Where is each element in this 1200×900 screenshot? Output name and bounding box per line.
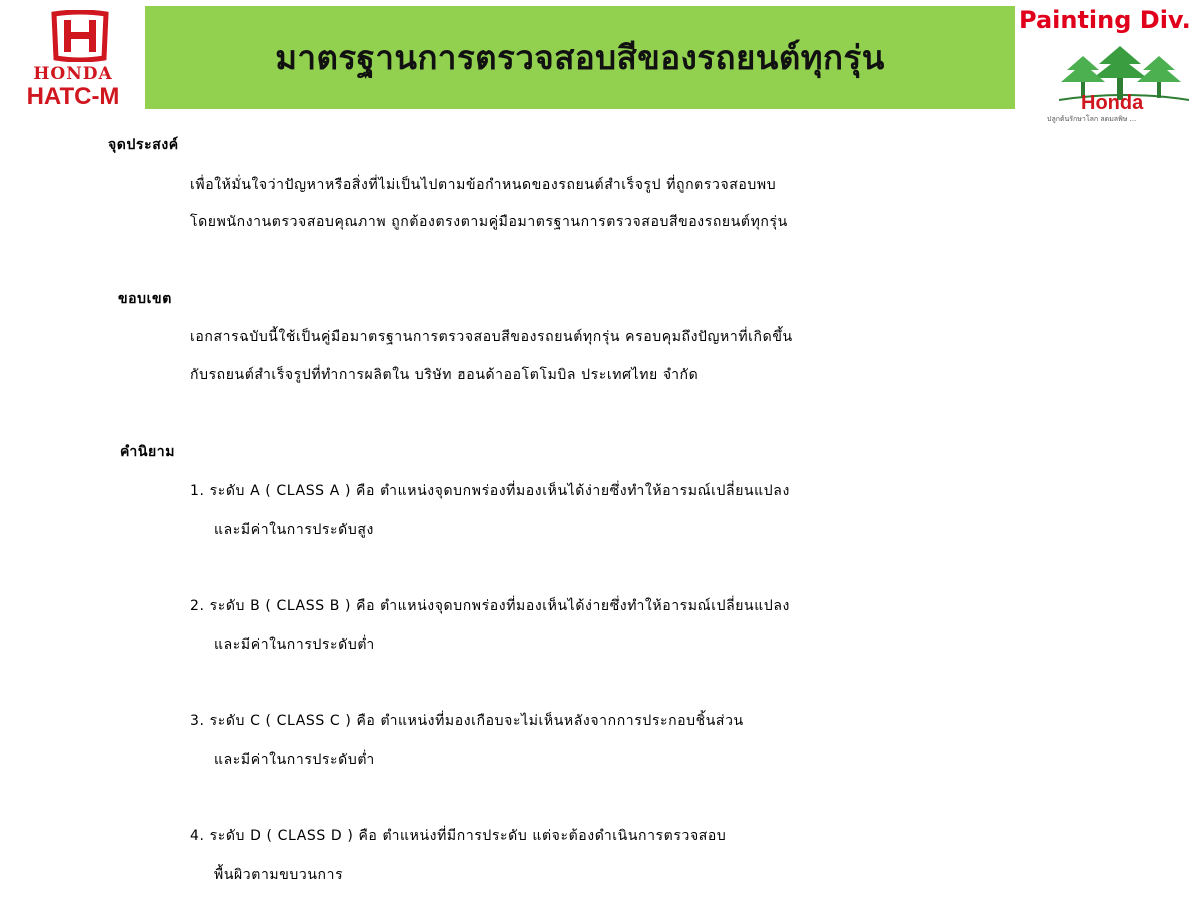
- definition-b-line-2: และมีค่าในการประดับต่ำ: [214, 637, 375, 653]
- definition-b-line-1: 2. ระดับ B ( CLASS B ) คือ ตำแหน่งจุดบกพร่องที่มองเห็นได้ง่ายซึ่งทำให้อารมณ์เปลี่ยนแปลง: [190, 598, 790, 614]
- definition-c-line-2: และมีค่าในการประดับต่ำ: [214, 752, 375, 768]
- definition-a-line-2: และมีค่าในการประดับสูง: [214, 522, 374, 538]
- purpose-line-1: เพื่อให้มั่นใจว่าปัญหาหรือสิ่งที่ไม่เป็นไปตามข้อกำหนดของรถยนต์สำเร็จรูป ที่ถูกตรวจสอบพบ: [190, 177, 777, 193]
- scope-heading: ขอบเขต: [118, 291, 172, 307]
- scope-line-1: เอกสารฉบับนี้ใช้เป็นคู่มือมาตรฐานการตรวจสอบสีของรถยนต์ทุกรุ่น ครอบคุมถึงปัญหาที่เกิดขึ้น: [190, 329, 793, 345]
- painting-brand: Honda: [1081, 92, 1144, 114]
- honda-wordmark: HONDA: [33, 64, 113, 84]
- definition-d-line-1: 4. ระดับ D ( CLASS D ) คือ ตำแหน่งที่มีการประดับ แต่จะต้องดำเนินการตรวจสอบ: [190, 828, 727, 844]
- honda-h-emblem-icon: [48, 10, 112, 62]
- definition-c-line-1: 3. ระดับ C ( CLASS C ) คือ ตำแหน่งที่มองเกือบจะไม่เห็นหลังจากการประกอบชิ้นส่วน: [190, 713, 744, 729]
- painting-tagline: ปลูกต้นรักษาโลก ลดมลพิษ ...: [1047, 115, 1137, 123]
- scope-line-2: กับรถยนต์สำเร็จรูปที่ทำการผลิตใน บริษัท ฮอนด้าออโตโมบิล ประเทศไทย จำกัด: [190, 367, 699, 383]
- hatc-wordmark: HATC-M: [26, 83, 120, 110]
- definition-d-line-2: พื้นผิวตามขบวนการ: [214, 867, 344, 883]
- purpose-heading: จุดประสงค์: [108, 137, 179, 153]
- definitions-heading: คำนิยาม: [120, 444, 176, 460]
- painting-div-logo: [1015, 2, 1200, 130]
- title-banner: [145, 6, 1015, 109]
- definition-a-line-1: 1. ระดับ A ( CLASS A ) คือ ตำแหน่งจุดบกพร่องที่มองเห็นได้ง่ายซึ่งทำให้อารมณ์เปลี่ยนแปลง: [190, 483, 790, 499]
- honda-logo: [8, 6, 138, 110]
- painting-div-title: Painting Div.: [1019, 6, 1191, 34]
- page-title: มาตรฐานการตรวจสอบสีของรถยนต์ทุกรุ่น: [275, 38, 885, 77]
- purpose-line-2: โดยพนักงานตรวจสอบคุณภาพ ถูกต้องตรงตามคู่มือมาตรฐานการตรวจสอบสีของรถยนต์ทุกรุ่น: [190, 214, 788, 230]
